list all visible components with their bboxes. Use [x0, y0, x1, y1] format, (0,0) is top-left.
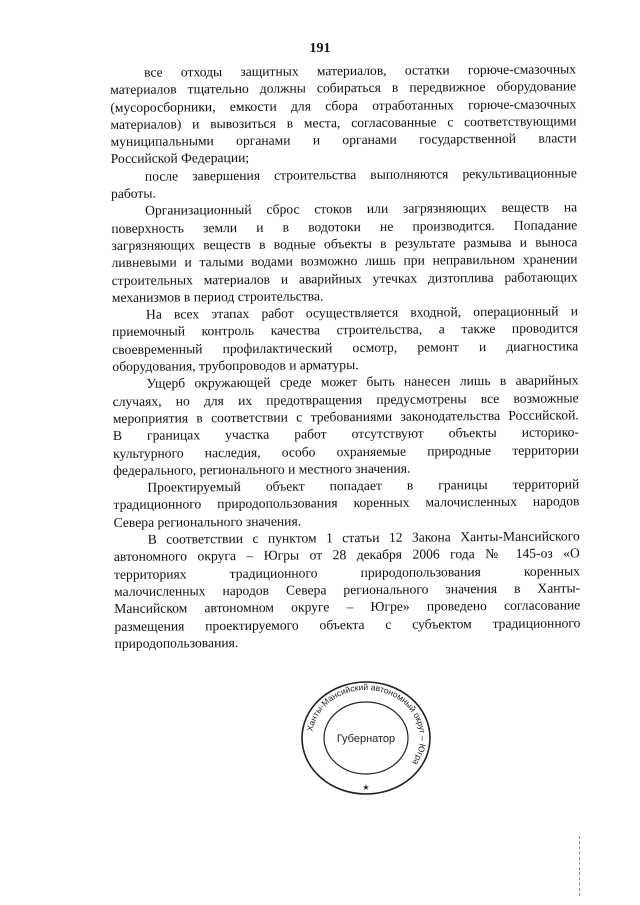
paragraph [111, 199, 578, 306]
governor-seal [292, 680, 442, 805]
text-line: приемочный контроль качества строительства, а также проводится [112, 320, 579, 340]
text-line: Мансийском автономном округе – Югре» проведено согласование [114, 597, 581, 617]
text-line: Российской Федерации; [110, 150, 250, 167]
paragraph [110, 60, 577, 167]
text-line: В границах участка работ отсутствуют объекты историко- [112, 424, 579, 444]
seal-center-text: Губернатор [336, 733, 396, 745]
text-line: муниципальными органами и органами государственной власти [110, 130, 577, 150]
paragraph [113, 475, 579, 531]
svg-text:★: ★ [362, 783, 370, 792]
text-line: материалов тщательно должны собираться в передвижное оборудование [110, 78, 577, 98]
text-line: оборудования, трубопроводов и арматуры. [112, 357, 359, 375]
text-line: после завершения строительства выполняются рекультивационные [144, 165, 577, 184]
text-line: работы. [110, 185, 156, 202]
text-line: строительных материалов и аварийных утечках дизтоплива работающих [111, 268, 578, 288]
text-line: поверхность земли и в водотоки не производится. Попадание [111, 217, 578, 236]
page-number: 191 [309, 41, 331, 56]
text-line: своевременный профилактический осмотр, ремонт и диагностика [112, 338, 579, 357]
seal-stamp-icon [292, 680, 442, 805]
document-body [110, 60, 581, 652]
text-line: механизмов в период строительства. [111, 288, 324, 305]
seal-outer-text: Ханты-Мансийский автономный округ – Югра [304, 681, 429, 768]
text-line: ливневыми и талыми водами возможно лишь при неправильном хранении [111, 251, 578, 271]
text-line: На всех этапах работ осуществляется входной, операционный и [145, 303, 579, 322]
text-line: мероприятия в соответствии с требованиями законодательства Российской. [112, 407, 579, 426]
text-line: размещения проектируемого объекта с субъектом традиционного [114, 614, 581, 634]
text-line: все отходы защитных материалов, остатки горюче-смазочных [144, 61, 577, 80]
paragraph [114, 527, 581, 652]
text-line: культурного наследия, особо охраняемые природные территории [112, 441, 580, 461]
text-line: Проектируемый объект попадает в границы территорий [147, 476, 580, 495]
text-line: автономного округа – Югры от 28 декабря 2006 года № 145-оз «О [113, 545, 580, 565]
text-line: Севера регионального значения. [113, 513, 302, 530]
text-line: Организационный сброс стоков или загрязняющих веществ на [145, 199, 578, 219]
text-line: Ущерб окружающей среде может быть нанесен лишь в аварийных [146, 372, 579, 392]
margin-mark [579, 836, 580, 896]
text-line: природопользования. [114, 634, 239, 651]
text-line: малочисленных народов Севера регионального значения в Ханты- [114, 580, 581, 599]
text-line: федерального, регионального и местного значения. [113, 460, 411, 478]
text-line: загрязняющих веществ в водные объекты в результате размыва и выноса [111, 234, 578, 253]
text-line: материалов) и вывозиться в места, согласованные с соответствующими [110, 113, 577, 132]
paragraph [112, 302, 579, 375]
text-line: традиционного природопользования коренных малочисленных народов [113, 493, 580, 513]
text-line: территориях традиционного природопользования коренных [113, 562, 581, 582]
text-line: В соответствии с пунктом 1 статьи 12 Закона Ханты-Мансийского [147, 528, 580, 547]
text-line: (мусоросборники, емкости для сбора отработанных горюче-смазочных [110, 95, 577, 115]
paragraph [111, 164, 577, 202]
paragraph [112, 372, 579, 479]
text-line: случаях, но для их предотвращения предусмотрены все возможные [112, 389, 579, 409]
